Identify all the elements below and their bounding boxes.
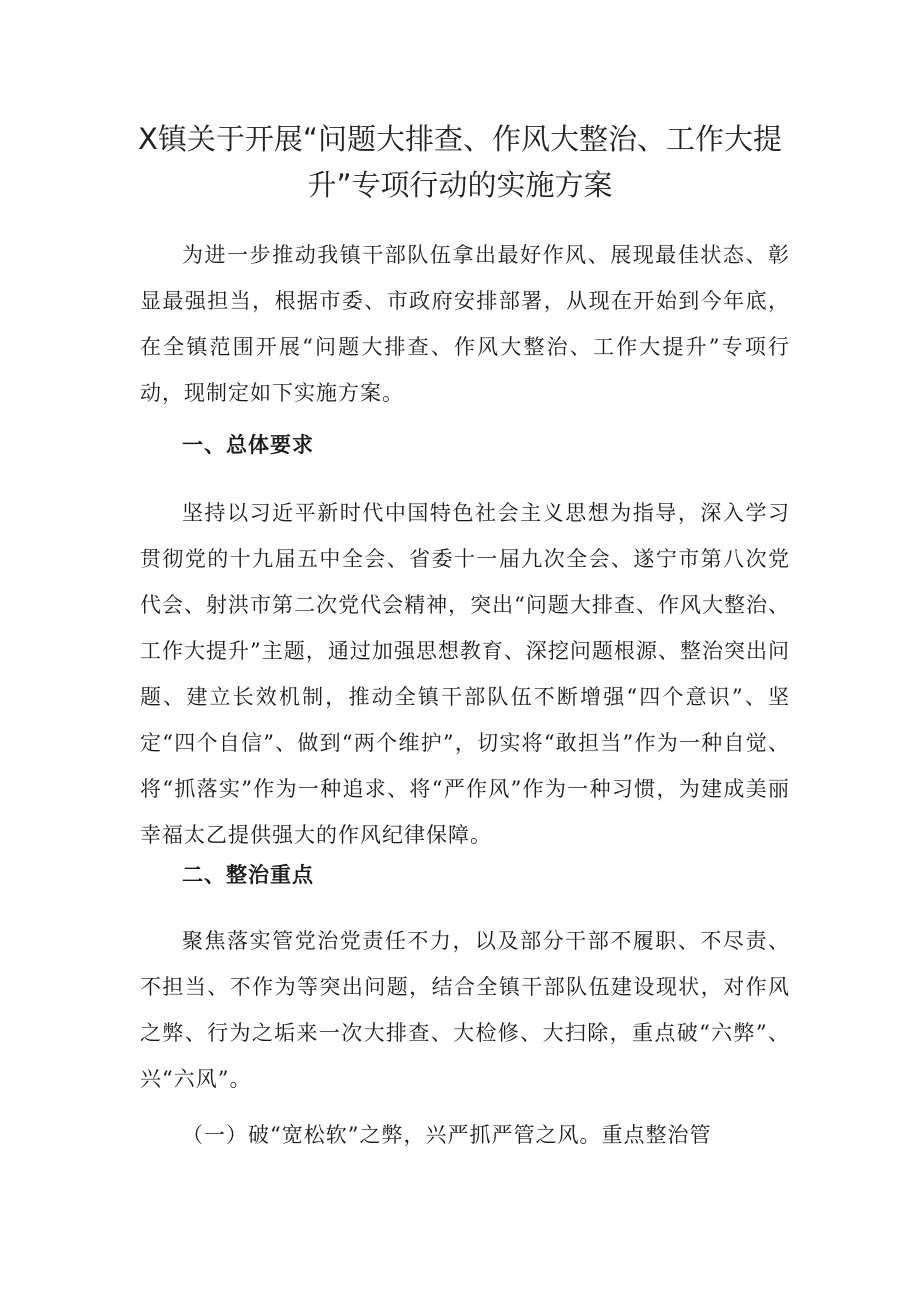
- section-heading-rectification-focus: 二、整治重点: [182, 863, 314, 887]
- section-body-rectification-focus: 聚焦落实管党治党责任不力，以及部分干部不履职、不尽责、不担当、不作为等突出问题，结合全镇干部队伍建设现状，对作风之弊、行为之垢来一次大排查、大检修、大扫除，重点破“六弊”、兴“六风”。: [140, 929, 790, 1091]
- intro-paragraph: 为进一步推动我镇干部队伍拿出最好作风、展现最佳状态、彰显最强担当，根据市委、市政府安排部署，从现在开始到今年底，在全镇范围开展“问题大排查、作风大整治、工作大提升”专项行动，现制定如下实施方案。: [140, 243, 790, 405]
- section-heading-general-requirements: 一、总体要求: [182, 433, 314, 457]
- section-body-general-requirements: 坚持以习近平新时代中国特色社会主义思想为指导，深入学习贯彻党的十九届五中全会、省委十一届九次全会、遂宁市第八次党代会、射洪市第二次党代会精神，突出“问题大排查、作风大整治、工作大提升”主题，通过加强思想教育、深挖问题根源、整治突出问题、建立长效机制，推动全镇干部队伍不断增强“四个意识”、坚定“四个自信”、做到“两个维护”，切实将“敢担当”作为一种自觉、将“抓落实”作为一种追求、将“严作风”作为一种习惯，为建成美丽幸福太乙提供强大的作风纪律保障。: [140, 501, 790, 847]
- sub-item-paragraph: （一）破“宽松软”之弊，兴严抓严管之风。重点整治管: [182, 1123, 712, 1147]
- document-title: X镇关于开展“问题大排查、作风大整治、工作大提升”专项行动的实施方案: [138, 122, 782, 202]
